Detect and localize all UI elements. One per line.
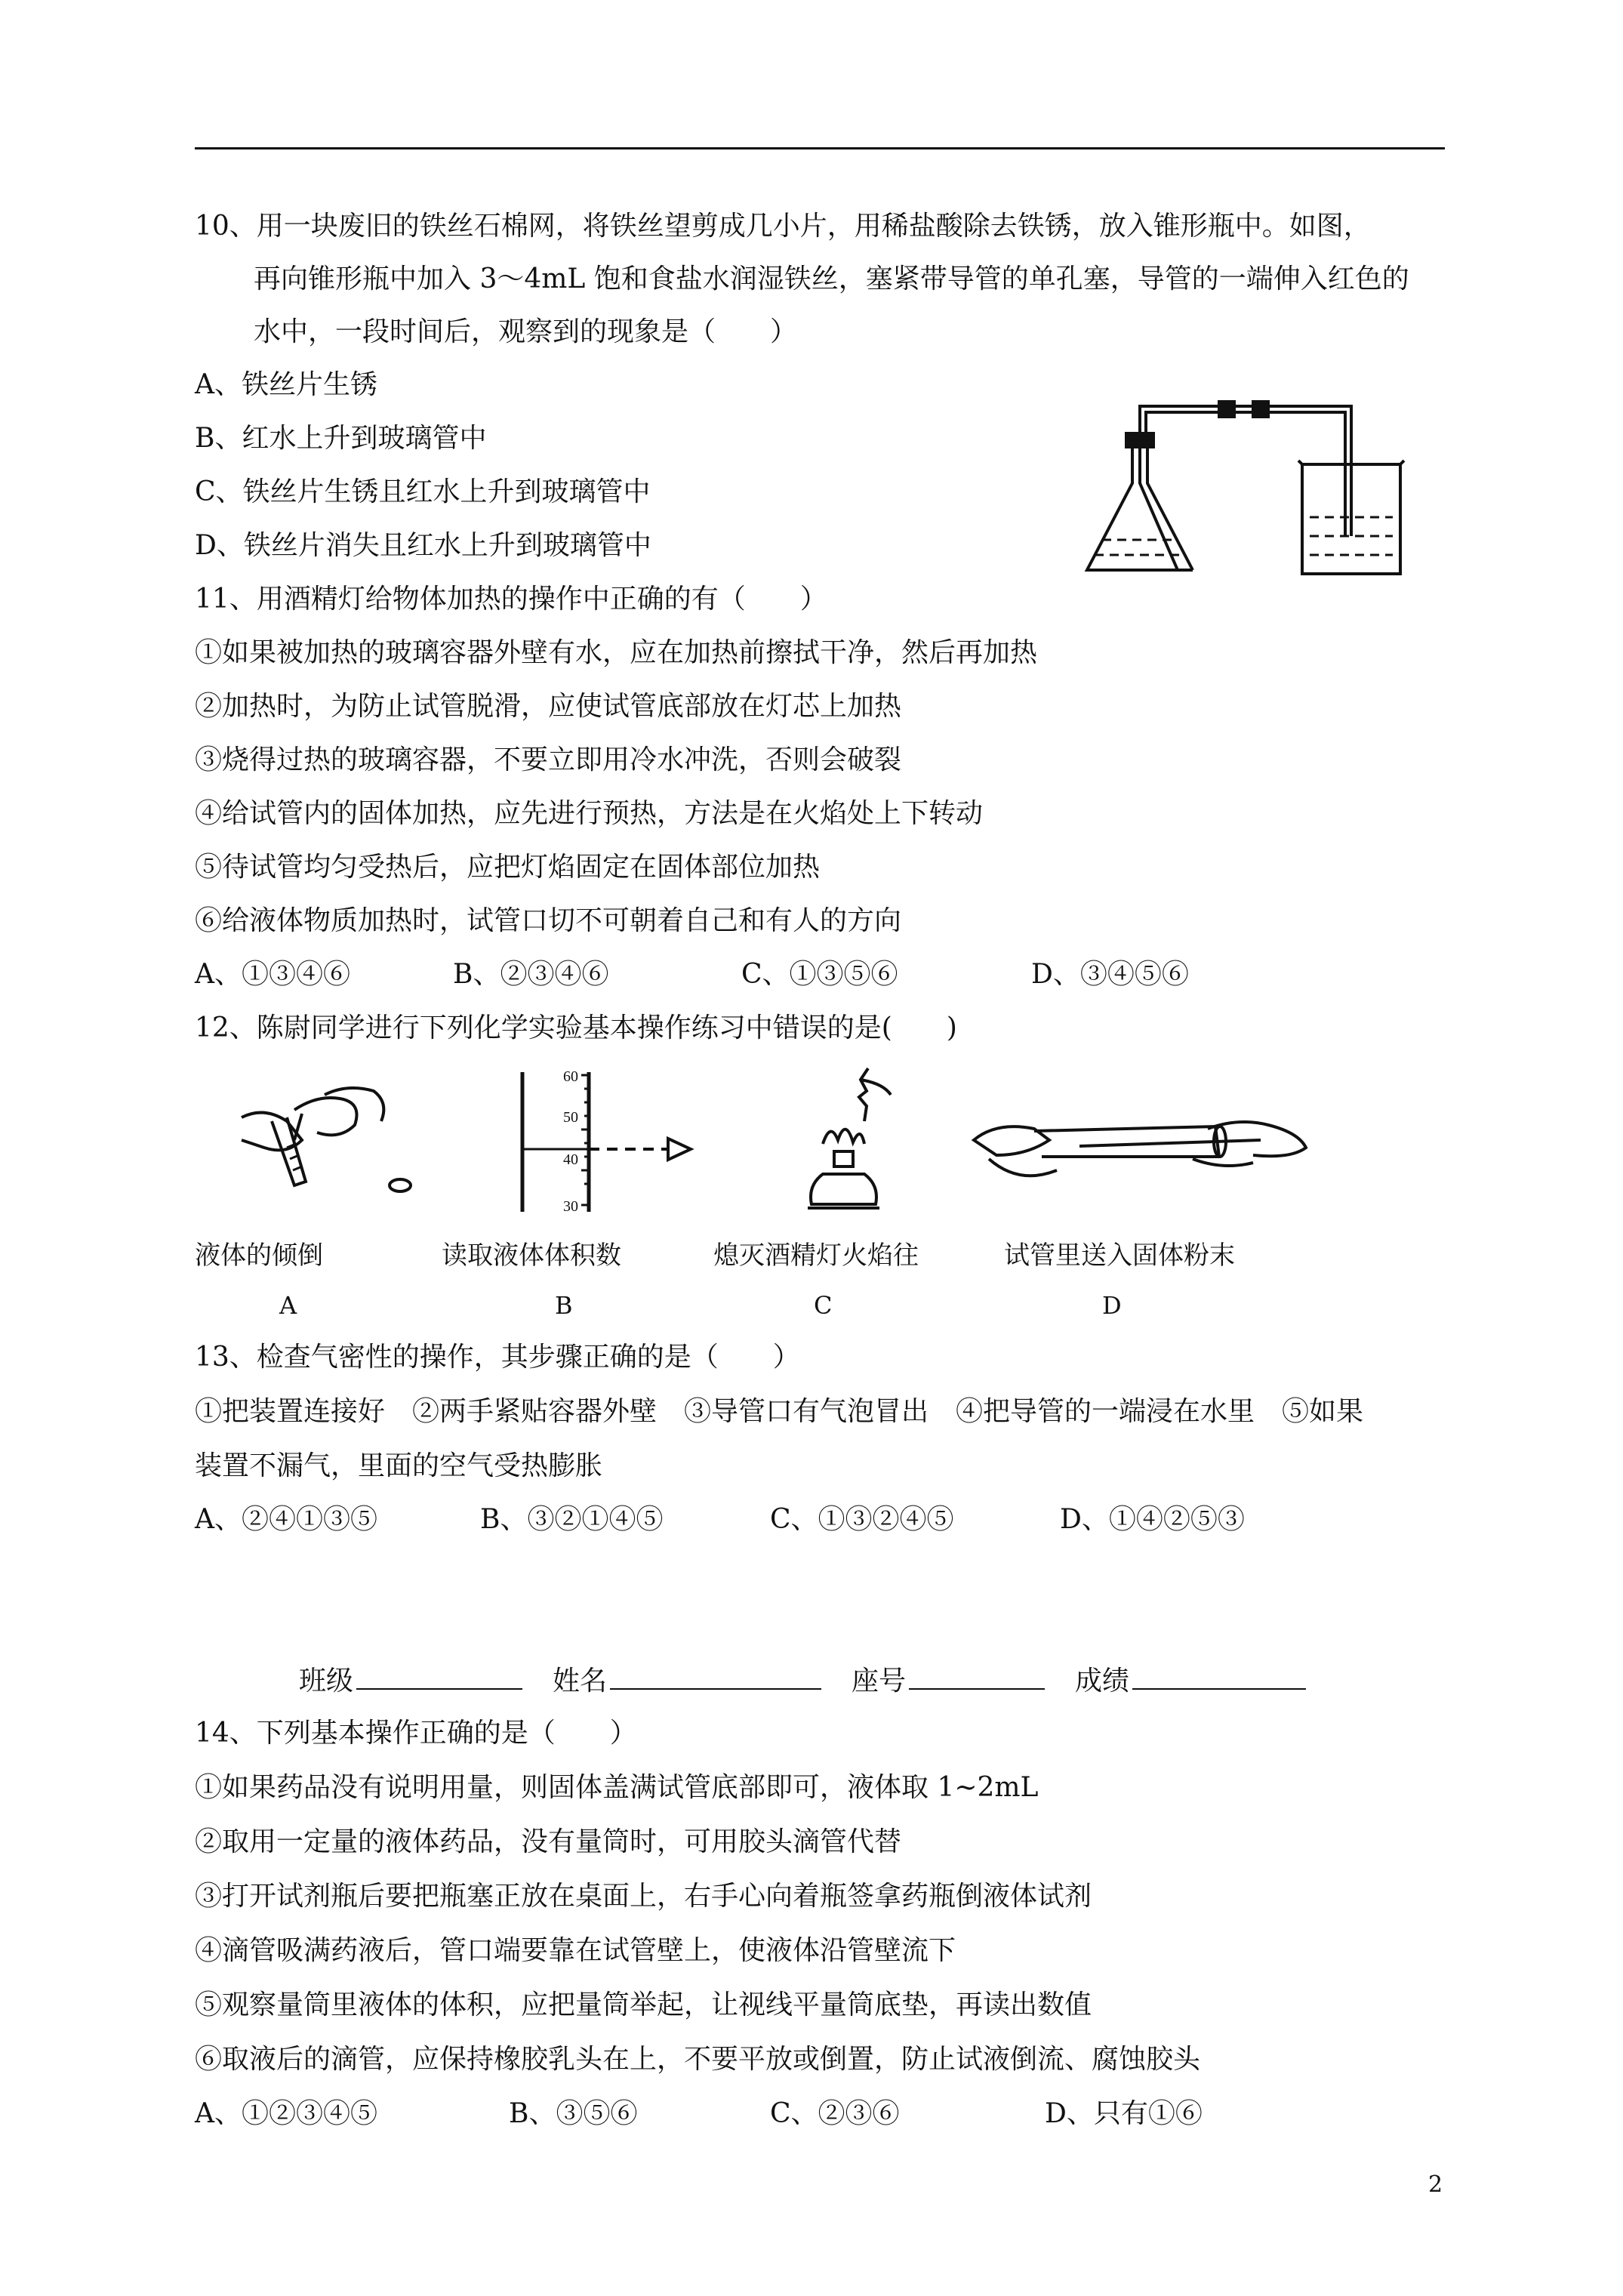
header-rule bbox=[195, 147, 1445, 149]
q11-item-5: ⑤待试管均匀受热后，应把灯焰固定在固体部位加热 bbox=[195, 852, 821, 883]
cylinder-tick-40: 40 bbox=[563, 1151, 578, 1168]
q12-letter-a: A bbox=[279, 1291, 297, 1320]
score-label: 成绩 bbox=[1075, 1666, 1130, 1697]
q10-option-c: C、铁丝片生锈且红水上升到玻璃管中 bbox=[195, 476, 651, 507]
q10-stem-line1: 10、用一块废旧的铁丝石棉网，将铁丝望剪成几小片，用稀盐酸除去铁锈，放入锥形瓶中。如图， bbox=[195, 211, 1371, 242]
q11-item-6: ⑥给液体物质加热时，试管口切不可朝着自己和有人的方向 bbox=[195, 905, 902, 936]
seat-blank[interactable] bbox=[909, 1666, 1045, 1690]
q10-option-d: D、铁丝片消失且红水上升到玻璃管中 bbox=[195, 530, 651, 561]
q10-option-b: B、红水上升到玻璃管中 bbox=[195, 423, 487, 454]
q11-choice-c: C、①③⑤⑥ bbox=[741, 959, 898, 990]
q14-item-6: ⑥取液后的滴管，应保持橡胶乳头在上，不要平放或倒置，防止试液倒流、腐蚀胶头 bbox=[195, 2044, 1201, 2075]
name-label: 姓名 bbox=[553, 1666, 608, 1697]
q13-steps-line2: 装置不漏气，里面的空气受热膨胀 bbox=[195, 1450, 603, 1481]
q12-caption-a: 液体的倾倒 bbox=[195, 1240, 323, 1271]
q11-stem: 11、用酒精灯给物体加热的操作中正确的有（ ） bbox=[195, 584, 827, 615]
q12-caption-d: 试管里送入固体粉末 bbox=[1004, 1240, 1235, 1271]
q14-item-4: ④滴管吸满药液后，管口端要靠在试管壁上，使液体沿管壁流下 bbox=[195, 1935, 956, 1966]
alcohol-lamp-figure bbox=[778, 1061, 944, 1219]
flask-beaker-apparatus-figure bbox=[1072, 385, 1480, 581]
q14-item-1: ①如果药品没有说明用量，则固体盖满试管底部即可，液体取 1~2mL bbox=[195, 1772, 1039, 1803]
q14-choice-a: A、①②③④⑤ bbox=[195, 2098, 377, 2129]
q13-choice-c: C、①③②④⑤ bbox=[770, 1504, 954, 1535]
powder-test-tube-figure bbox=[966, 1087, 1313, 1200]
student-info-row bbox=[299, 1666, 1336, 1695]
q11-item-4: ④给试管内的固体加热，应先进行预热，方法是在火焰处上下转动 bbox=[195, 798, 984, 829]
q11-choice-b: B、②③④⑥ bbox=[453, 959, 609, 990]
q14-item-3: ③打开试剂瓶后要把瓶塞正放在桌面上，右手心向着瓶签拿药瓶倒液体试剂 bbox=[195, 1881, 1092, 1912]
q13-stem: 13、检查气密性的操作，其步骤正确的是（ ） bbox=[195, 1342, 800, 1373]
pouring-liquid-figure bbox=[234, 1065, 430, 1208]
cylinder-tick-60: 60 bbox=[563, 1068, 578, 1085]
q11-choice-d: D、③④⑤⑥ bbox=[1031, 959, 1189, 990]
q11-item-2: ②加热时，为防止试管脱滑，应使试管底部放在灯芯上加热 bbox=[195, 691, 902, 722]
q13-choice-d: D、①④②⑤③ bbox=[1060, 1504, 1245, 1535]
q11-choice-a: A、①③④⑥ bbox=[195, 959, 350, 990]
q12-letter-c: C bbox=[814, 1291, 833, 1320]
class-blank[interactable] bbox=[356, 1666, 522, 1690]
class-label: 班级 bbox=[299, 1666, 354, 1697]
cylinder-tick-30: 30 bbox=[563, 1198, 578, 1215]
name-blank[interactable] bbox=[610, 1666, 821, 1690]
q14-choice-c: C、②③⑥ bbox=[770, 2098, 900, 2129]
q10-stem-line2: 再向锥形瓶中加入 3～4mL 饱和食盐水润湿铁丝，塞紧带导管的单孔塞，导管的一端伸入红色的 bbox=[254, 264, 1409, 294]
q12-caption-c: 熄灭酒精灯火焰往 bbox=[713, 1240, 919, 1271]
q14-stem: 14、下列基本操作正确的是（ ） bbox=[195, 1718, 637, 1749]
q14-choice-d: D、只有①⑥ bbox=[1045, 2098, 1203, 2129]
q11-item-3: ③烧得过热的玻璃容器，不要立即用冷水冲洗，否则会破裂 bbox=[195, 744, 902, 775]
q10-option-a: A、铁丝片生锈 bbox=[195, 369, 377, 400]
q14-item-5: ⑤观察量筒里液体的体积，应把量筒举起，让视线平量筒底垫，再读出数值 bbox=[195, 1989, 1092, 2020]
q13-choice-a: A、②④①③⑤ bbox=[195, 1504, 377, 1535]
graduated-cylinder-figure bbox=[513, 1065, 710, 1216]
seat-label: 座号 bbox=[852, 1666, 907, 1697]
cylinder-tick-50: 50 bbox=[563, 1109, 578, 1126]
score-blank[interactable] bbox=[1132, 1666, 1306, 1690]
q14-choice-b: B、③⑤⑥ bbox=[509, 2098, 638, 2129]
q13-choice-b: B、③②①④⑤ bbox=[480, 1504, 664, 1535]
q12-letter-d: D bbox=[1102, 1291, 1122, 1320]
q11-item-1: ①如果被加热的玻璃容器外壁有水，应在加热前擦拭干净，然后再加热 bbox=[195, 637, 1038, 668]
q12-letter-b: B bbox=[555, 1291, 573, 1320]
page-number: 2 bbox=[1428, 2171, 1443, 2198]
q10-stem-line3: 水中，一段时间后，观察到的现象是（ ） bbox=[254, 316, 798, 347]
q13-steps-line1: ①把装置连接好 ②两手紧贴容器外壁 ③导管口有气泡冒出 ④把导管的一端浸在水里 ⑤如果 bbox=[195, 1396, 1364, 1427]
q12-caption-b: 读取液体体积数 bbox=[442, 1240, 621, 1271]
q14-item-2: ②取用一定量的液体药品，没有量筒时，可用胶头滴管代替 bbox=[195, 1826, 902, 1857]
q12-stem: 12、陈尉同学进行下列化学实验基本操作练习中错误的是( ) bbox=[195, 1012, 957, 1043]
